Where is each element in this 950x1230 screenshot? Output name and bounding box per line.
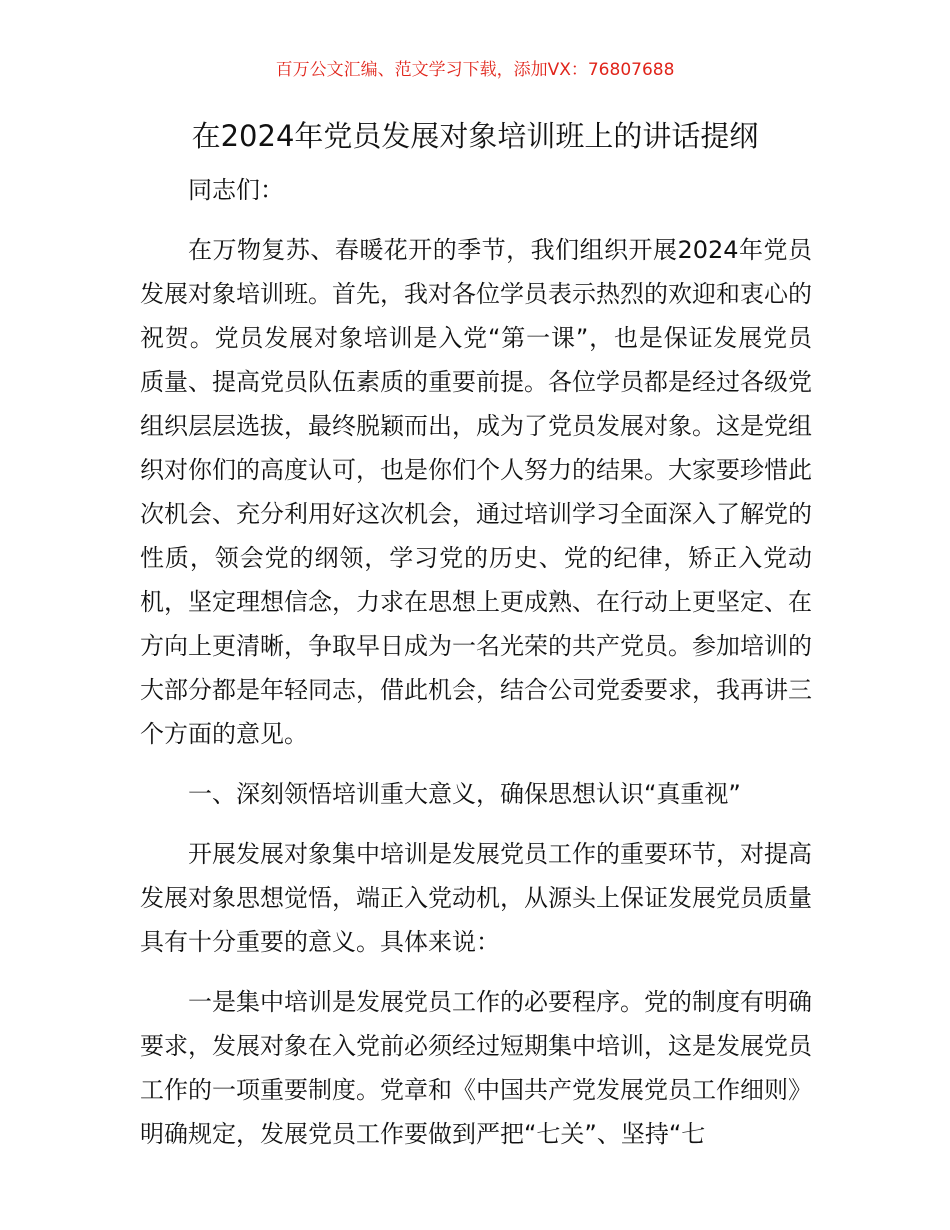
page-title: 在2024年党员发展对象培训班上的讲话提纲 bbox=[191, 119, 759, 153]
section-1-paragraph: 开展发展对象集中培训是发展党员工作的重要环节，对提高发展对象思想觉悟，端正入党动机，从源头上保证发展党员质量具有十分重要的意义。具体来说： bbox=[140, 840, 812, 956]
salutation: 同志们： bbox=[188, 176, 284, 204]
document-body bbox=[140, 168, 812, 1172]
intro-paragraph: 在万物复苏、春暖花开的季节，我们组织开展2024年党员发展对象培训班。首先，我对各位学员表示热烈的欢迎和衷心的祝贺。党员发展对象培训是入党“第一课”，也是保证发展党员质量、提高党员队伍素质的重要前提。各位学员都是经过各级党组织层层选拔，最终脱颖而出，成为了党员发展对象。这是党组织对你们的高度认可，也是你们个人努力的结果。大家要珍惜此次机会、充分利用好这次机会，通过培训学习全面深入了解党的性质，领会党的纲领，学习党的历史、党的纪律，矫正入党动机，坚定理想信念，力求在思想上更成熟、在行动上更坚定、在方向上更清晰，争取早日成为一名光荣的共产党员。参加培训的大部分都是年轻同志，借此机会，结合公司党委要求，我再讲三个方面的意见。 bbox=[140, 236, 812, 748]
section-heading-1: 一、深刻领悟培训重大意义，确保思想认识“真重视” bbox=[188, 780, 741, 808]
header-banner: 百万公文汇编、范文学习下载，添加VX：76807688 bbox=[275, 60, 675, 80]
point-1-paragraph: 一是集中培训是发展党员工作的必要程序。党的制度有明确要求，发展对象在入党前必须经过短期集中培训，这是发展党员工作的一项重要制度。党章和《中国共产党发展党员工作细则》明确规定，发展党员工作要做到严把“七关”、坚持“七 bbox=[140, 988, 812, 1148]
